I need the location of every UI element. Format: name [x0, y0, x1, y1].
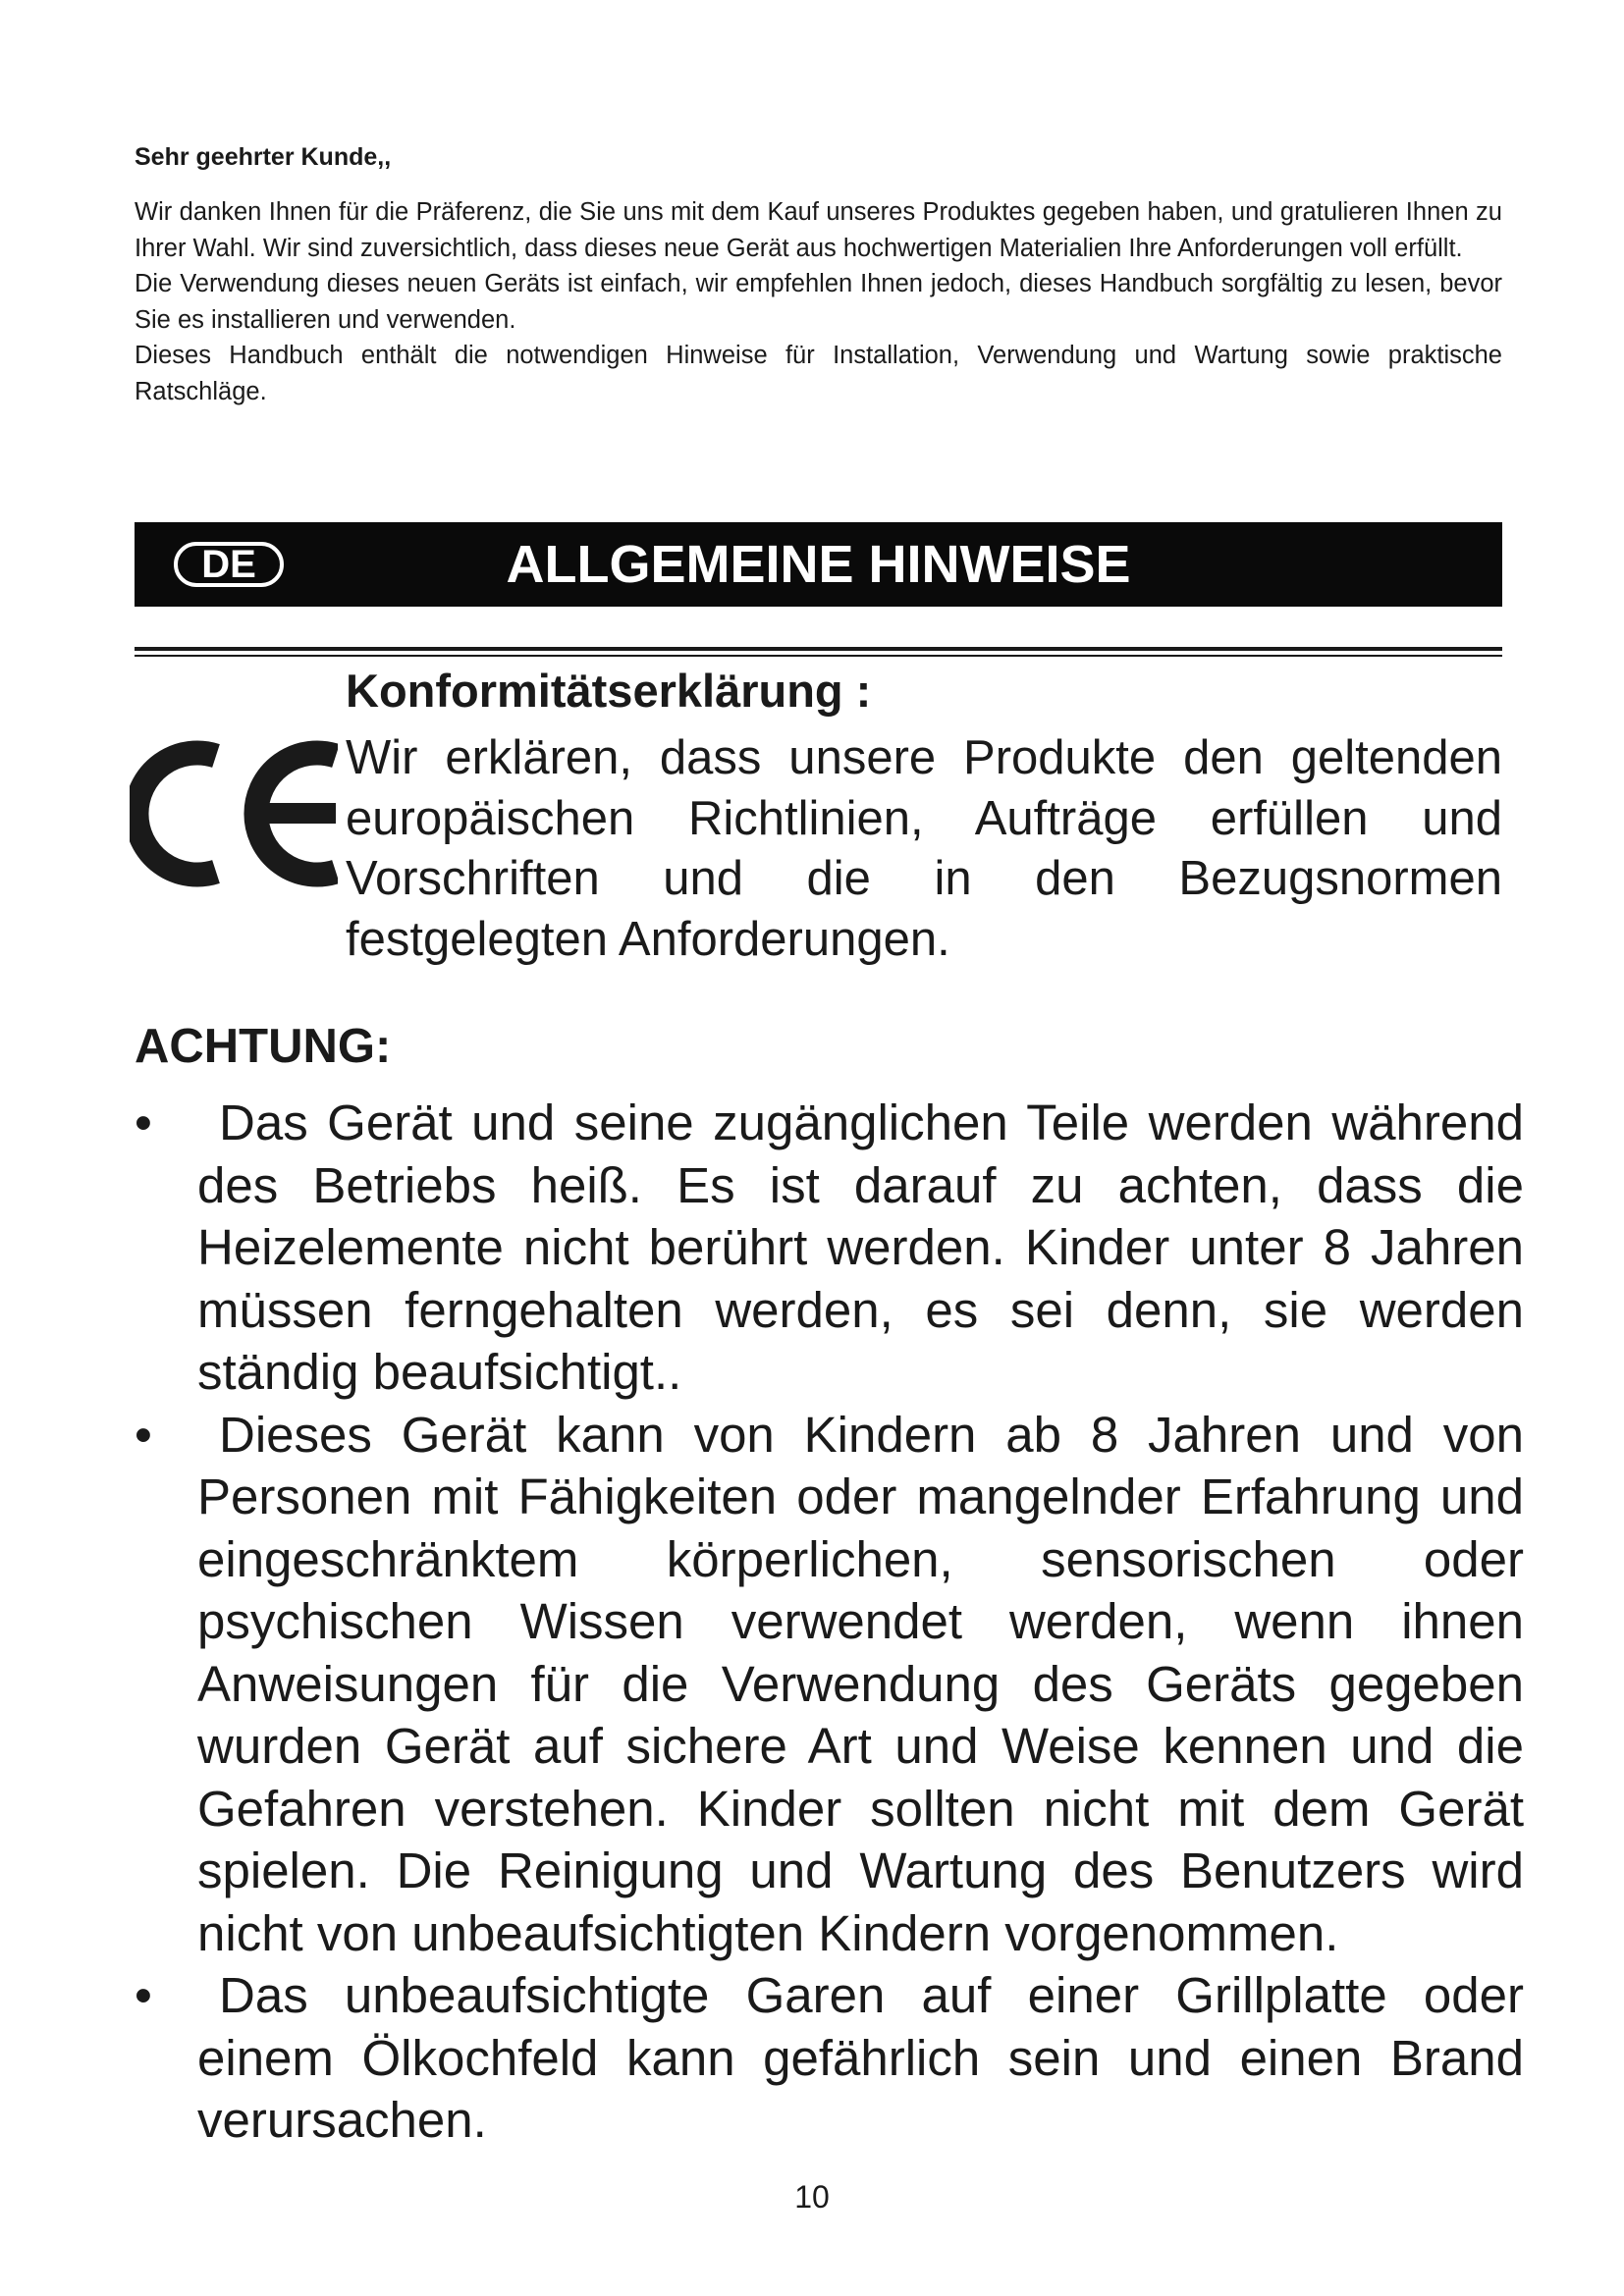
- warning-item-text: Das Gerät und seine zugänglichen Teile werden während des Betriebs heiß. Es ist darauf zu achten, dass die Heizelemente nicht berührt werden. Kinder unter 8 Jahren müssen ferngehalten werden, es sei denn, sie werden ständig beaufsichtigt..: [197, 1095, 1524, 1400]
- bullet: •: [135, 1406, 152, 1463]
- conformity-title: Konformitätserklärung :: [346, 665, 872, 717]
- section-banner: [135, 522, 1502, 607]
- greeting: Sehr geehrter Kunde,,: [135, 143, 392, 171]
- warning-item: [135, 1404, 1524, 1965]
- intro-paragraph: Dieses Handbuch enthält die notwendigen Hinweise für Installation, Verwendung und Wartung sowie praktische Ratschläge.: [135, 342, 1502, 405]
- warning-list: [135, 1092, 1524, 2152]
- section-title-text: ALLGEMEINE HINWEISE: [506, 535, 1131, 594]
- intro-text: [135, 194, 1502, 409]
- warning-title: ACHTUNG:: [135, 1020, 392, 1073]
- page-number: 10: [794, 2179, 830, 2215]
- divider-thick: [135, 647, 1502, 651]
- ce-mark-icon: [130, 728, 338, 897]
- bullet: •: [135, 1967, 152, 2023]
- section-title: [135, 522, 1502, 607]
- warning-item: [135, 1964, 1524, 2152]
- intro-paragraph: Wir danken Ihnen für die Präferenz, die Sie uns mit dem Kauf unseres Produktes gegeben haben, und gratulieren Ihnen zu Ihrer Wahl. Wir sind zuversichtlich, dass dieses neue Gerät aus hochwertigen Materialien Ihre Anforderungen voll erfüllt.: [135, 198, 1502, 262]
- conformity-text: Wir erklären, dass unsere Produkte den geltenden europäischen Richtlinien, Aufträge erfüllen und Vorschriften und die in den Bezugsnormen festgelegten Anforderungen.: [346, 731, 1502, 966]
- warning-item-text: Das unbeaufsichtigte Garen auf einer Grillplatte oder einem Ölkochfeld kann gefährlich sein und einen Brand verursachen.: [197, 1967, 1524, 2148]
- warning-item-text: Dieses Gerät kann von Kindern ab 8 Jahren und von Personen mit Fähigkeiten oder mangelnder Erfahrung und eingeschränktem körperlichen, sensorischen oder psychischen Wissen verwendet werden, wenn ihnen Anweisungen für die Verwendung des Geräts gegeben wurden Gerät auf sichere Art und Weise kennen und die Gefahren verstehen. Kinder sollten nicht mit dem Gerät spielen. Die Reinigung und Wartung des Benutzers wird nicht von unbeaufsichtigten Kindern vorgenommen.: [197, 1406, 1524, 1961]
- bullet: •: [135, 1095, 152, 1150]
- warning-item: [135, 1092, 1524, 1404]
- language-badge: DE: [174, 542, 284, 587]
- divider-thin: [135, 655, 1502, 657]
- intro-paragraph: Die Verwendung dieses neuen Geräts ist einfach, wir empfehlen Ihnen jedoch, dieses Handbuch sorgfältig zu lesen, bevor Sie es installieren und verwenden.: [135, 270, 1502, 334]
